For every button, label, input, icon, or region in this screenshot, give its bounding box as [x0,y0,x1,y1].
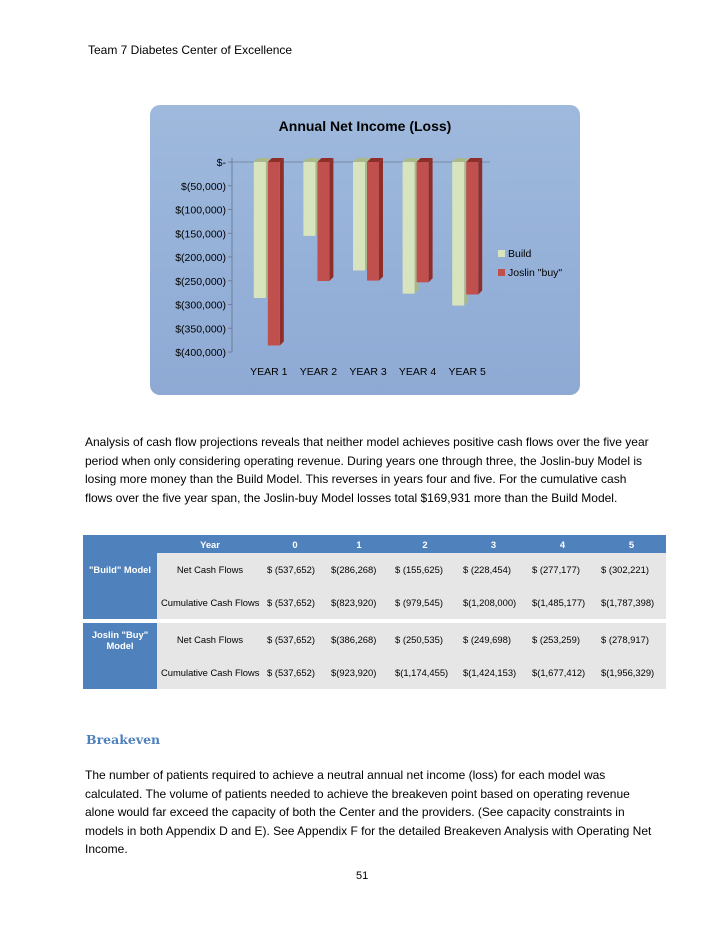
cell: $(923,920) [327,656,391,689]
y-tick-label: $- [216,157,226,169]
y-tick-label: $(400,000) [175,347,226,359]
cell: $(386,268) [327,623,391,656]
bar-side [329,158,333,281]
cell: $ (228,454) [459,553,528,586]
row-label: Net Cash Flows [157,553,263,586]
analysis-paragraph: Analysis of cash flow projections reveals that neither model achieves positive cash flows over the five year period when only considering operating revenue. During years one through three, the Joslin-buy Model is losing more money than the Build Model. This reverses in years four and five. For the cumulative cash flows over the five year span, the Joslin-buy Model losses total $169,931 more than the Build Model. [85,435,649,505]
bar [254,162,266,298]
bar-side [429,158,433,282]
x-tick-label: YEAR 1 [250,366,288,378]
y-tick-label: $(250,000) [175,275,226,288]
cell: $(1,424,153) [459,656,528,689]
bar-side [379,158,383,281]
bar [303,162,315,236]
cell: $ (249,698) [459,623,528,656]
build-model-label: "Build" Model [83,553,157,586]
legend-label: Build [508,248,532,260]
cell: $(1,174,455) [391,656,459,689]
net-income-chart [150,105,580,395]
cell: $(1,787,398) [597,586,666,619]
breakeven-paragraph: The number of patients required to achieve a neutral annual net income (loss) for each model was calculated. The volume of patients needed to achieve the breakeven point based on operating revenue alone would far exceed the capacity of both the Center and the providers. (See capacity constraints in models in both Appendix D and E). See Appendix F for the detailed Breakeven Analysis with Operating Net Income. [85,768,652,856]
cell: $(1,956,329) [597,656,666,689]
bar [367,162,379,281]
bar [417,162,429,282]
cell: $ (278,917) [597,623,666,656]
cell: $(286,268) [327,553,391,586]
table-row [83,586,666,619]
cell: $(1,485,177) [528,586,597,619]
table-row [83,553,666,586]
x-tick-label: YEAR 4 [398,366,437,378]
table-header-row [83,535,666,553]
cash-flow-table [83,535,666,689]
cell: $ (155,625) [391,553,459,586]
x-tick-label: YEAR 2 [299,366,338,378]
bar [466,162,478,294]
cell: $(1,677,412) [528,656,597,689]
cell: $ (979,545) [391,586,459,619]
breakeven-heading: Breakeven [86,732,161,747]
cell: $ (250,535) [391,623,459,656]
legend-swatch [498,269,505,276]
x-tick-label: YEAR 3 [349,366,387,378]
joslin-model-label: Joslin "Buy" Model [83,623,157,656]
bar-side [478,158,482,294]
chart-svg [150,105,580,395]
legend-swatch [498,250,505,257]
header-year-label: Year [157,535,263,553]
bar-side [280,158,284,345]
header-year-0: 0 [263,535,327,553]
header-blank [83,535,157,553]
cell: $ (537,652) [263,586,327,619]
cell: $ (277,177) [528,553,597,586]
cell: $ (537,652) [263,623,327,656]
bar [353,162,365,271]
page-header: Team 7 Diabetes Center of Excellence [88,43,293,57]
header-year-4: 4 [528,535,597,553]
header-year-1: 1 [327,535,391,553]
header-year-5: 5 [597,535,666,553]
y-tick-label: $(350,000) [175,323,226,336]
bar [403,162,415,294]
model-spacer [83,656,157,689]
table-row [83,656,666,689]
bar [268,162,280,345]
model-spacer [83,586,157,619]
cell: $ (537,652) [263,553,327,586]
cell: $ (302,221) [597,553,666,586]
header-year-2: 2 [391,535,459,553]
bar [452,162,464,306]
y-tick-label: $(100,000) [175,204,226,217]
y-tick-label: $(300,000) [175,299,226,312]
table-row [83,623,666,656]
x-tick-label: YEAR 5 [448,366,486,378]
bar [317,162,329,281]
cell: $ (537,652) [263,656,327,689]
legend-label: Joslin "buy" [508,267,563,279]
row-label: Cumulative Cash Flows [157,586,263,619]
y-tick-label: $(200,000) [175,252,226,264]
row-label: Net Cash Flows [157,623,263,656]
cell: $(823,920) [327,586,391,619]
page-number: 51 [356,870,369,882]
y-tick-label: $(150,000) [175,228,226,241]
cell: $(1,208,000) [459,586,528,619]
y-tick-label: $(50,000) [181,180,226,193]
cell: $ (253,259) [528,623,597,656]
row-label: Cumulative Cash Flows [157,656,263,689]
header-year-3: 3 [459,535,528,553]
chart-title: Annual Net Income (Loss) [278,118,452,134]
